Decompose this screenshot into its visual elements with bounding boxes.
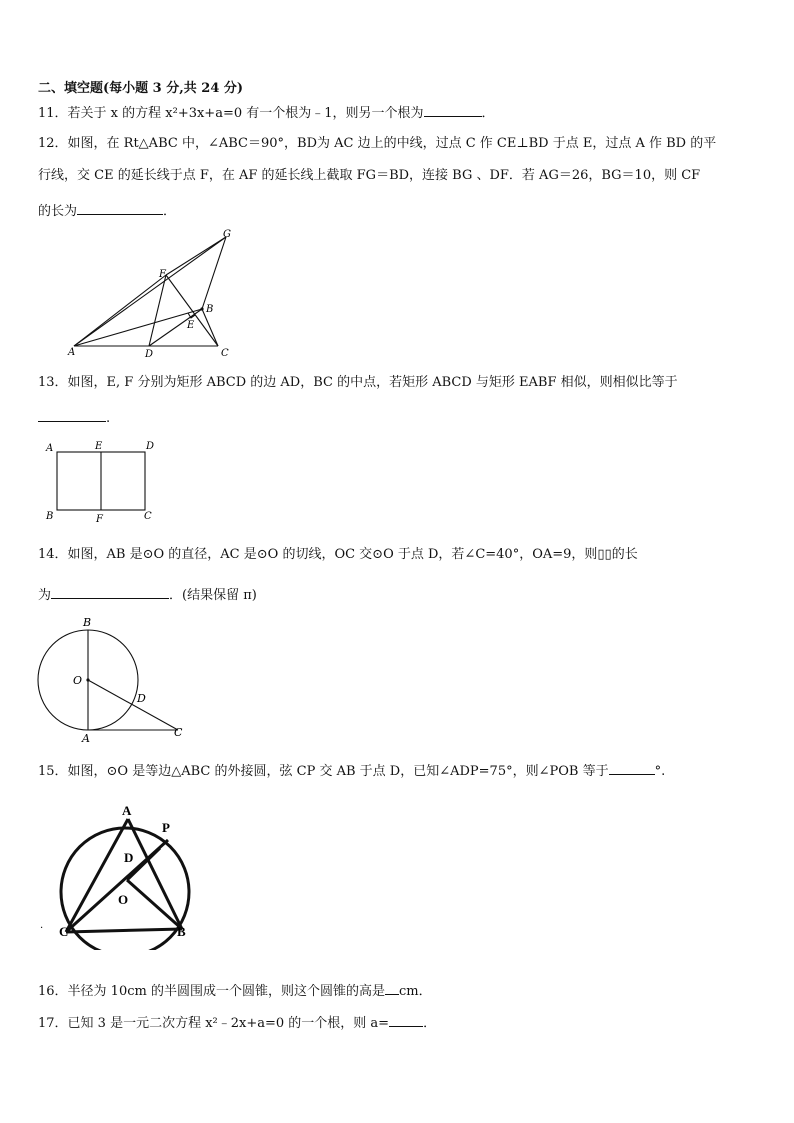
question-16-end: cm． xyxy=(398,984,432,999)
fig14-label-c: C xyxy=(174,726,183,739)
question-12-line-1: 12．如图，在 Rt△ABC 中，∠ABC＝90°，BD为 AC 边上的中线，过点 C 作 CE⊥BD 于点 E，过点 A 作 BD 的平 xyxy=(38,136,717,151)
fig14-label-d: D xyxy=(137,692,146,705)
question-12-line-3 xyxy=(38,200,176,221)
question-12-end: ． xyxy=(163,204,177,219)
fig12-label-a: A xyxy=(68,347,76,358)
fig13-label-b: B xyxy=(46,511,54,522)
question-13: 13．如图，E, F 分别为矩形 ABCD 的边 AD，BC 的中点，若矩形 ABCD 与矩形 EABF 相似，则相似比等于 xyxy=(38,375,678,390)
question-15 xyxy=(38,760,665,781)
fig13-label-a: A xyxy=(46,443,54,454)
question-17-end: ． xyxy=(423,1016,437,1031)
question-15-text: 15．如图，⊙O 是等边△ABC 的外接圆，弦 CP 交 AB 于点 D，已知∠ADP=75°，则∠POB 等于 xyxy=(38,764,609,779)
figure-15 xyxy=(36,800,206,950)
question-11 xyxy=(38,102,495,123)
fig13-label-c: C xyxy=(144,511,152,522)
fig13-label-f: F xyxy=(96,514,103,525)
question-17 xyxy=(38,1012,436,1033)
fig13-label-e: E xyxy=(95,441,103,452)
fig14-label-b: B xyxy=(83,616,92,629)
question-12-line-3-text: 的长为 xyxy=(38,204,78,219)
question-12-line-2: 行线，交 CE 的延长线于点 F，在 AF 的延长线上截取 FG＝BD，连接 BG 、DF．若 AG＝26，BG＝10，则 CF xyxy=(38,168,701,183)
figure-13 xyxy=(40,436,170,526)
question-11-text: 11．若关于 x 的方程 x²+3x+a=0 有一个根为﹣1，则另一个根为 xyxy=(38,106,424,121)
fig12-label-d: D xyxy=(145,349,154,360)
fig12-label-e: E xyxy=(187,320,195,331)
fig14-label-a: A xyxy=(82,732,90,745)
answer-blank-13 xyxy=(38,407,106,422)
question-14-line-2 xyxy=(38,584,257,605)
figure-14 xyxy=(30,612,195,747)
question-13-end: . xyxy=(106,411,111,426)
answer-blank-17 xyxy=(389,1012,423,1027)
answer-blank-12 xyxy=(77,200,163,215)
question-14-line-2-text: 为 xyxy=(38,588,52,603)
fig12-label-g: G xyxy=(223,229,231,240)
question-13-blank-line xyxy=(38,407,110,428)
question-15-end: °. xyxy=(654,764,666,779)
section-title: 二、填空题(每小题 3 分,共 24 分) xyxy=(38,81,244,96)
fig13-label-d: D xyxy=(146,441,155,452)
fig12-label-c: C xyxy=(221,348,229,359)
question-14-end: ．(结果保留 π) xyxy=(169,588,257,603)
fig15-stray-mark: . xyxy=(40,920,44,931)
question-17-text: 17．已知 3 是一元二次方程 x²﹣2x+a=0 的一个根，则 a= xyxy=(38,1016,390,1031)
fig15-label-o: O xyxy=(118,892,129,907)
fig15-label-b: B xyxy=(177,924,186,939)
question-16-text: 16．半径为 10cm 的半圆围成一个圆锥，则这个圆锥的高是 xyxy=(38,984,385,999)
answer-blank-14 xyxy=(51,584,169,599)
question-14: 14．如图，AB 是⊙O 的直径，AC 是⊙O 的切线，OC 交⊙O 于点 D，若∠C=40°，OA=9，则▯▯的长 xyxy=(38,547,638,562)
fig15-label-c: C xyxy=(59,924,69,939)
fig14-label-o: O xyxy=(73,674,83,687)
fig12-label-f: F xyxy=(159,269,166,280)
question-16 xyxy=(38,980,432,1001)
fig15-label-d: D xyxy=(124,850,134,865)
fig15-label-a: A xyxy=(122,803,132,818)
figure-12 xyxy=(60,225,260,360)
answer-blank-16 xyxy=(385,980,399,995)
answer-blank-15 xyxy=(609,760,655,775)
fig15-label-p: P xyxy=(162,820,170,835)
question-11-end: ． xyxy=(481,106,495,121)
fig12-label-b: B xyxy=(206,304,214,315)
answer-blank-11 xyxy=(424,102,482,117)
